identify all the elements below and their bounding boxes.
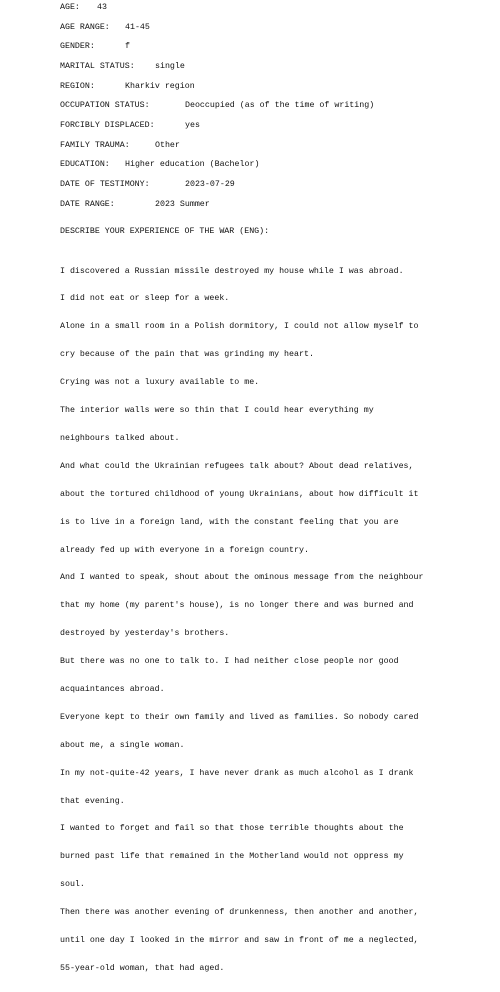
family-trauma-label: FAMILY TRAUMA: [60, 141, 130, 150]
experience-line: And I wanted to speak, shout about the ominous message from the neighbour [60, 573, 424, 583]
experience-line: In my not-quite-42 years, I have never drank as much alcohol as I drank [60, 768, 414, 778]
occupation-status-label: OCCUPATION STATUS: [60, 101, 150, 110]
experience-line: Alone in a small room in a Polish dormitory, I could not allow myself to [60, 322, 419, 332]
experience-line: I discovered a Russian missile destroyed my house while I was abroad. [60, 266, 404, 276]
experience-line: Then there was another evening of drunkenness, then another and another, [60, 908, 419, 918]
experience-line: until one day I looked in the mirror and saw in front of me a neglected, [60, 935, 419, 945]
age-label: AGE: [60, 3, 80, 12]
gender-value: f [125, 42, 130, 51]
date-of-testimony-label: DATE OF TESTIMONY: [60, 180, 150, 189]
age-value: 43 [97, 3, 107, 12]
experience-line: I did not eat or sleep for a week. [60, 294, 230, 304]
marital-status-value: single [155, 62, 185, 71]
forcibly-displaced-value: yes [185, 121, 200, 130]
age-range-value: 41-45 [125, 23, 150, 32]
age-range-label: AGE RANGE: [60, 23, 110, 32]
experience-line: burned past life that remained in the Motherland would not oppress my [60, 852, 404, 862]
date-range-value: 2023 Summer [155, 200, 210, 209]
experience-line: that evening. [60, 796, 125, 806]
region-label: REGION: [60, 82, 95, 91]
experience-line: is to live in a foreign land, with the constant feeling that you are [60, 517, 399, 527]
experience-line: soul. [60, 880, 85, 890]
experience-line: Crying was not a luxury available to me. [60, 378, 260, 388]
experience-line: about the tortured childhood of young Ukrainians, about how difficult it [60, 489, 419, 499]
experience-line: that my home (my parent's house), is no longer there and was burned and [60, 601, 414, 611]
education-label: EDUCATION: [60, 160, 110, 169]
region-value: Kharkiv region [125, 82, 195, 91]
forcibly-displaced-label: FORCIBLY DISPLACED: [60, 121, 155, 130]
gender-label: GENDER: [60, 42, 95, 51]
experience-text [60, 248, 500, 992]
experience-line: already fed up with everyone in a foreign country. [60, 545, 309, 555]
experience-heading: DESCRIBE YOUR EXPERIENCE OF THE WAR (ENG): [60, 227, 270, 236]
family-trauma-value: Other [155, 141, 180, 150]
experience-line: about me, a single woman. [60, 740, 185, 750]
experience-line: cry because of the pain that was grinding my heart. [60, 350, 314, 360]
experience-line: destroyed by yesterday's brothers. [60, 629, 230, 639]
date-of-testimony-value: 2023-07-29 [185, 180, 235, 189]
experience-line: I wanted to forget and fail so that those terrible thoughts about the [60, 824, 404, 834]
experience-line: 55-year-old woman, that had aged. [60, 963, 225, 973]
education-value: Higher education (Bachelor) [125, 160, 260, 169]
experience-line: acquaintances abroad. [60, 684, 165, 694]
experience-line: neighbours talked about. [60, 433, 180, 443]
date-range-label: DATE RANGE: [60, 200, 115, 209]
experience-line: Everyone kept to their own family and lived as families. So nobody cared [60, 712, 419, 722]
marital-status-label: MARITAL STATUS: [60, 62, 135, 71]
experience-line: The interior walls were so thin that I could hear everything my [60, 406, 374, 416]
occupation-status-value: Deoccupied (as of the time of writing) [185, 101, 375, 110]
experience-line: But there was no one to talk to. I had neither close people nor good [60, 657, 399, 667]
experience-line: And what could the Ukrainian refugees talk about? About dead relatives, [60, 461, 414, 471]
